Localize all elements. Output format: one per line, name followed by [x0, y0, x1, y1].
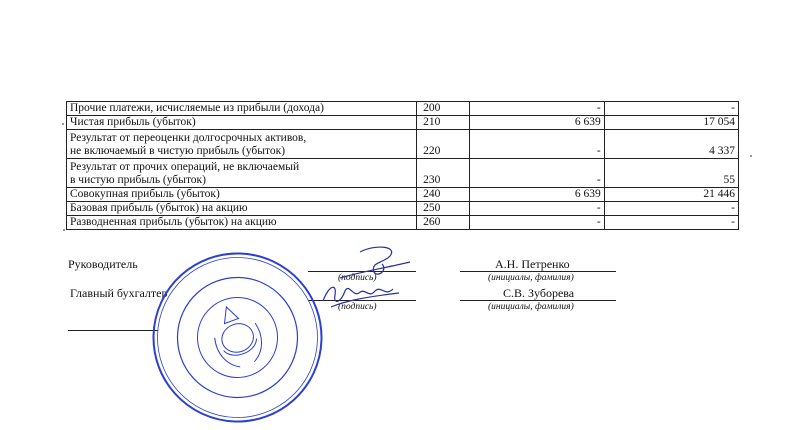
row-current: 6 639: [470, 116, 604, 130]
accountant-sign-hint: (подпись): [338, 302, 377, 312]
table-row: [67, 159, 739, 188]
row-code: 220: [417, 130, 470, 159]
row-name: Разводненная прибыль (убыток) на акцию: [67, 216, 417, 230]
report-table: [66, 101, 739, 230]
row-current: -: [470, 216, 604, 230]
row-code: 240: [417, 188, 470, 202]
row-code: 230: [417, 159, 470, 188]
row-name: Совокупная прибыль (убыток): [67, 188, 417, 202]
row-name-line2: не включаемый в чистую прибыль (убыток): [70, 145, 286, 157]
row-current: -: [470, 130, 604, 159]
table-row: [67, 216, 739, 230]
row-code: 260: [417, 216, 470, 230]
table-row: [67, 188, 739, 202]
row-previous: 21 446: [604, 188, 738, 202]
accountant-name: С.В. Зуборева: [503, 286, 575, 300]
official-stamp: [150, 250, 325, 425]
row-name: [67, 130, 417, 159]
scan-dot: [62, 123, 64, 125]
table-row: [67, 130, 739, 159]
row-current: -: [470, 202, 604, 216]
director-role: Руководитель: [68, 257, 138, 271]
director-sign-hint: (подпись): [338, 273, 377, 283]
table-row: [67, 102, 739, 116]
accountant-name-line: [460, 300, 616, 301]
blank-line: [68, 330, 158, 331]
row-code: 200: [417, 102, 470, 116]
row-current: -: [470, 102, 604, 116]
row-previous: 55: [604, 159, 738, 188]
director-name: А.Н. Петренко: [495, 257, 570, 271]
row-name: [67, 159, 417, 188]
row-previous: -: [604, 216, 738, 230]
row-code: 250: [417, 202, 470, 216]
director-name-line: [460, 271, 616, 272]
row-current: -: [470, 159, 604, 188]
row-code: 210: [417, 116, 470, 130]
accountant-name-hint: (инициалы, фамилия): [488, 302, 574, 312]
row-previous: 17 054: [604, 116, 738, 130]
accountant-signature: [315, 275, 405, 315]
accountant-role: Главный бухгалтер: [70, 286, 168, 300]
row-previous: -: [604, 202, 738, 216]
row-name-line2: в чистую прибыль (убыток): [70, 174, 206, 186]
director-name-hint: (инициалы, фамилия): [488, 273, 574, 283]
row-previous: 4 337: [604, 130, 738, 159]
row-current: 6 639: [470, 188, 604, 202]
row-previous: -: [604, 102, 738, 116]
table-row: [67, 202, 739, 216]
row-name: Базовая прибыль (убыток) на акцию: [67, 202, 417, 216]
row-name: Чистая прибыль (убыток): [67, 116, 417, 130]
scan-dot: [750, 155, 752, 157]
table-row: [67, 116, 739, 130]
row-name: Прочие платежи, исчисляемые из прибыли (дохода): [67, 102, 417, 116]
row-name-line1: Результат от прочих операций, не включаемый: [70, 161, 300, 173]
row-name-line1: Результат от переоценки долгосрочных активов,: [70, 132, 307, 144]
scan-dot: [63, 229, 65, 231]
